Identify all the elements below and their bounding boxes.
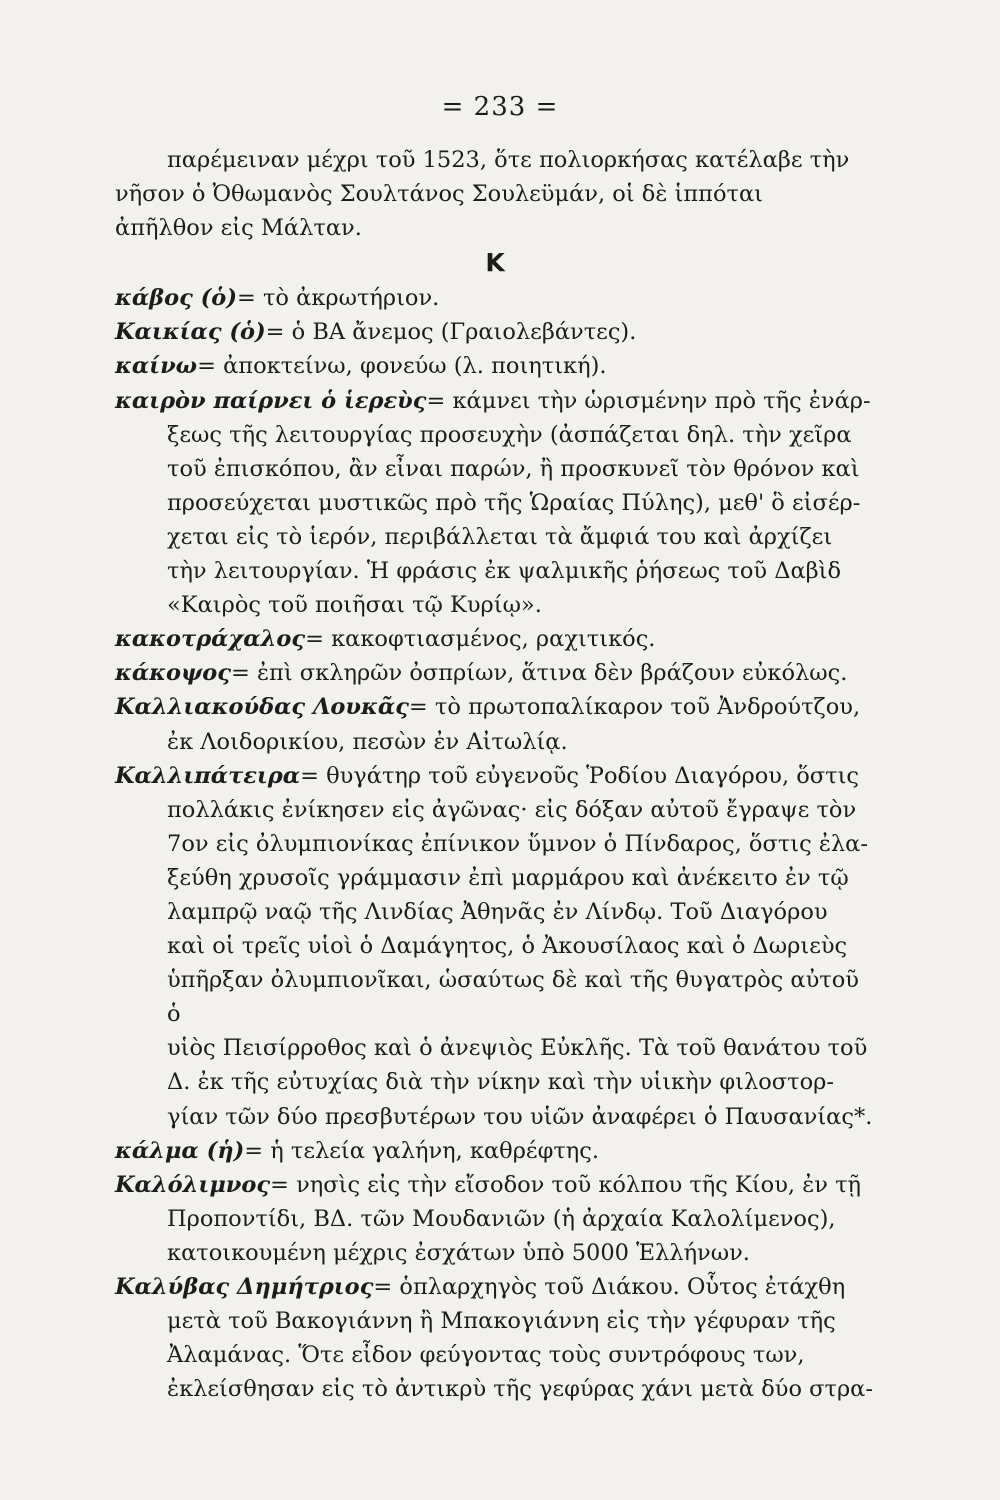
glossary-entry (115, 315, 875, 349)
entry-text: πολλάκις ἐνίκησεν εἰς ἀγῶνας· εἰς δόξαν αὐτοῦ ἔγραψε τὸν (167, 796, 857, 823)
entry-headword: Καλλιπάτειρα (115, 762, 301, 789)
entry-text: ξεως τῆς λειτουργίας προσευχὴν (ἀσπάζεται δηλ. τὴν χεῖρα (167, 421, 852, 448)
entry-text: χεται εἰς τὸ ἱερόν, περιβάλλεται τὰ ἄμφιά του καὶ ἀρχίζει (167, 523, 833, 550)
entry-text: = ὁπλαρχηγὸς τοῦ Διάκου. Οὗτος ἐτάχθη (373, 1274, 846, 1300)
entry-text: καὶ οἱ τρεῖς υἱοὶ ὁ Δαμάγητος, ὁ Ἀκουσίλαος καὶ ὁ Δωριεὺς (167, 933, 848, 960)
entry-text: ξεύθη χρυσοῖς γράμμασιν ἐπὶ μαρμάρου καὶ ἀνέκειτο ἐν τῷ (167, 864, 849, 891)
glossary-entry (115, 349, 875, 383)
entry-text: = κάμνει τὴν ὡρισμένην πρὸ τῆς ἐνάρ- (426, 387, 871, 414)
entry-text: λαμπρῷ ναῷ τῆς Λινδίας Ἀθηνᾶς ἐν Λίνδῳ. Τοῦ Διαγόρου (167, 898, 828, 925)
entry-text: Προποντίδι, ΒΔ. τῶν Μουδανιῶν (ἡ ἀρχαία Καλολίμενος), (167, 1205, 836, 1232)
entry-headword: κάκοψος (115, 660, 231, 687)
entry-text: = νησὶς εἰς τὴν εἴσοδον τοῦ κόλπου τῆς Κίου, ἐν τῇ (270, 1171, 862, 1198)
intro-line: νῆσον ὁ Ὀθωμανὸς Σουλτάνος Σουλεϋμάν, οἱ δὲ ἱππόται (115, 181, 763, 208)
entry-text: γίαν τῶν δύο πρεσβυτέρων του υἱῶν ἀναφέρει ὁ Παυσανίας*. (167, 1103, 873, 1130)
entry-text: = τὸ πρωτοπαλίκαρον τοῦ Ἀνδρούτζου, (408, 694, 861, 721)
glossary-entry (115, 656, 875, 690)
entry-text: μετὰ τοῦ Βακογιάννη ἢ Μπακογιάννη εἰς τὴν γέφυραν τῆς (167, 1308, 836, 1335)
glossary-entry (115, 622, 875, 656)
entry-text: = τὸ ἀκρωτήριον. (236, 285, 440, 312)
glossary-entry (115, 281, 875, 315)
entry-text: «Καιρὸς τοῦ ποιῆσαι τῷ Κυρίῳ». (167, 592, 542, 619)
entry-text: προσεύχεται μυστικῶς πρὸ τῆς Ὡραίας Πύλης), μεθ' ὃ εἰσέρ- (167, 489, 861, 516)
entry-text: κατοικουμένη μέχρις ἐσχάτων ὑπὸ 5000 Ἑλλήνων. (167, 1239, 750, 1266)
entry-text: = ὁ ΒΑ ἄνεμος (Γραιολεβάντες). (265, 319, 637, 346)
entry-headword: κάλμα (ἡ) (115, 1137, 245, 1164)
entry-text: Δ. ἐκ τῆς εὐτυχίας διὰ τὴν νίκην καὶ τὴν υἱικὴν φιλοστορ- (167, 1069, 834, 1096)
glossary-entry (115, 384, 875, 623)
entry-text: = ἀποκτείνω, φονεύω (λ. ποιητική). (197, 353, 607, 380)
intro-paragraph (115, 143, 875, 245)
entry-text: ἐκ Λοιδορικίου, πεσὼν ἐν Αἰτωλίᾳ. (167, 728, 568, 755)
glossary-entry (115, 690, 875, 758)
entry-headword: καίνω (115, 353, 198, 380)
intro-line: παρέμειναν μέχρι τοῦ 1523, ὅτε πολιορκήσας κατέλαβε τὴν (167, 147, 850, 173)
entry-text: ὑπῆρξαν ὀλυμπιονῖκαι, ὡσαύτως δὲ καὶ τῆς θυγατρὸς αὐτοῦ ὁ (167, 967, 859, 1028)
entry-headword: κάβος (ὁ) (115, 285, 237, 312)
page-number: = 233 = (441, 92, 559, 122)
entry-headword: Καλύβας Δημήτριος (115, 1274, 374, 1300)
entry-text: = ἐπὶ σκληρῶν ὀσπρίων, ἅτινα δὲν βράζουν εὐκόλως. (230, 660, 848, 687)
entry-text: Ἀλαμάνας. Ὅτε εἶδον φεύγοντας τοὺς συντρόφους των, (167, 1342, 805, 1369)
entry-text: = θυγάτηρ τοῦ εὐγενοῦς Ῥοδίου Διαγόρου, ὅστις (300, 762, 860, 789)
glossary-entry (115, 1134, 875, 1168)
entry-headword: Καλλιακούδας Λουκᾶς (115, 694, 409, 721)
intro-line: ἀπῆλθον εἰς Μάλταν. (115, 215, 362, 242)
entry-headword: κακοτράχαλος (115, 626, 306, 653)
glossary-entry (115, 759, 875, 1134)
entry-text: τοῦ ἐπισκόπου, ἂν εἶναι παρών, ἢ προσκυνεῖ τὸν θρόνον καὶ (167, 455, 860, 482)
entry-headword: Καλόλιμνος (115, 1171, 271, 1198)
entry-text: 7ον εἰς ὀλυμπιονίκας ἐπίνικον ὕμνον ὁ Πίνδαρος, ὅστις ἐλα- (167, 830, 868, 857)
entry-headword: καιρὸν παίρνει ὁ ἱερεὺς (115, 387, 427, 414)
entry-text: τὴν λειτουργίαν. Ἡ φράσις ἐκ ψαλμικῆς ῥήσεως τοῦ Δαβὶδ (167, 558, 842, 585)
glossary-entry (115, 1270, 875, 1406)
entry-headword: Καικίας (ὁ) (115, 319, 266, 346)
glossary-entry (115, 1168, 875, 1270)
entry-text: ἐκλείσθησαν εἰς τὸ ἀντικρὺ τῆς γεφύρας χάνι μετὰ δύο στρα- (167, 1376, 873, 1403)
entry-text: υἱὸς Πεισίρροθος καὶ ὁ ἀνεψιὸς Εὐκλῆς. Τὰ τοῦ θανάτου τοῦ (167, 1035, 868, 1062)
section-letter: Κ (485, 248, 505, 278)
page-text (115, 143, 875, 1406)
entry-text: = κακοφτιασμένος, ραχιτικός. (305, 626, 656, 653)
entry-text: = ἡ τελεία γαλήνη, καθρέφτης. (244, 1137, 600, 1164)
